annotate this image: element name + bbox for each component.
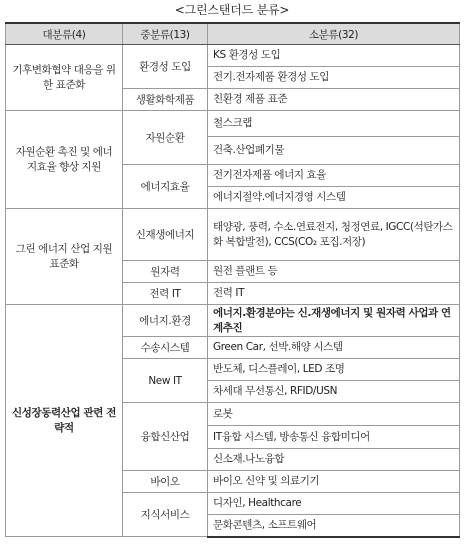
middle-category: 원자력 — [123, 261, 208, 283]
minor-category: 차세대 무선통신, RFID/USN — [208, 381, 460, 403]
minor-category: 문화콘텐츠, 소프트웨어 — [208, 515, 460, 537]
header-major: 대분류(4) — [6, 23, 123, 45]
minor-category: 친환경 제품 표준 — [208, 89, 460, 111]
major-category: 기후변화협약 대응을 위한 표준화 — [6, 45, 123, 111]
middle-category: New IT — [123, 359, 208, 403]
minor-category: 신소재.나노융합 — [208, 449, 460, 471]
minor-category: 디자인, Healthcare — [208, 493, 460, 515]
minor-category: 전기.전자제품 환경성 도입 — [208, 67, 460, 89]
major-category: 자원순환 촉진 및 에너지효율 향상 지원 — [6, 111, 123, 209]
table-row — [6, 305, 460, 337]
major-category: 그린 에너지 산업 지원 표준화 — [6, 209, 123, 305]
middle-category: 에너지.환경 — [123, 305, 208, 337]
middle-category: 에너지효율 — [123, 165, 208, 209]
minor-category: 전력 IT — [208, 283, 460, 305]
minor-category: 철스크랩 — [208, 111, 460, 137]
minor-category: 에너지.환경분야는 신.재생에너지 및 원자력 사업과 연계추진 — [208, 305, 460, 337]
table-row — [6, 45, 460, 67]
minor-category: Green Car, 선박.해양 시스템 — [208, 337, 460, 359]
middle-category: 환경성 도입 — [123, 45, 208, 89]
table-row — [6, 111, 460, 137]
minor-category: 원전 플랜트 등 — [208, 261, 460, 283]
header-row — [6, 23, 460, 45]
minor-category: 에너지절약.에너지경영 시스템 — [208, 187, 460, 209]
minor-category: 로봇 — [208, 403, 460, 426]
minor-category: 반도체, 디스플레이, LED 조명 — [208, 359, 460, 381]
minor-category: 태양광, 풍력, 수소.연료전지, 청정연료, IGCC(석탄가스화 복합발전), CCS(CO₂ 포집.저장) — [208, 209, 460, 261]
major-category: 신성장동력산업 관련 전략적 — [6, 305, 123, 537]
table-row — [6, 209, 460, 261]
middle-category: 수송시스템 — [123, 337, 208, 359]
middle-category: 신재생에너지 — [123, 209, 208, 261]
table-caption: <그린스탠더드 분류> — [174, 3, 290, 17]
middle-category: 바이오 — [123, 471, 208, 493]
minor-category: 전기전자제품 에너지 효율 — [208, 165, 460, 187]
middle-category: 지식서비스 — [123, 493, 208, 537]
header-middle: 중분류(13) — [123, 23, 208, 45]
minor-category: IT융합 시스템, 방송통신 융합미디어 — [208, 426, 460, 449]
middle-category: 자원순환 — [123, 111, 208, 165]
middle-category: 융합신산업 — [123, 403, 208, 471]
header-minor: 소분류(32) — [208, 23, 460, 45]
middle-category: 전력 IT — [123, 283, 208, 305]
minor-category: 바이오 신약 및 의료기기 — [208, 471, 460, 493]
green-standard-classification-table — [5, 22, 460, 538]
minor-category: 건축.산업폐기물 — [208, 137, 460, 165]
middle-category: 생활화학제품 — [123, 89, 208, 111]
minor-category: KS 환경성 도입 — [208, 45, 460, 67]
